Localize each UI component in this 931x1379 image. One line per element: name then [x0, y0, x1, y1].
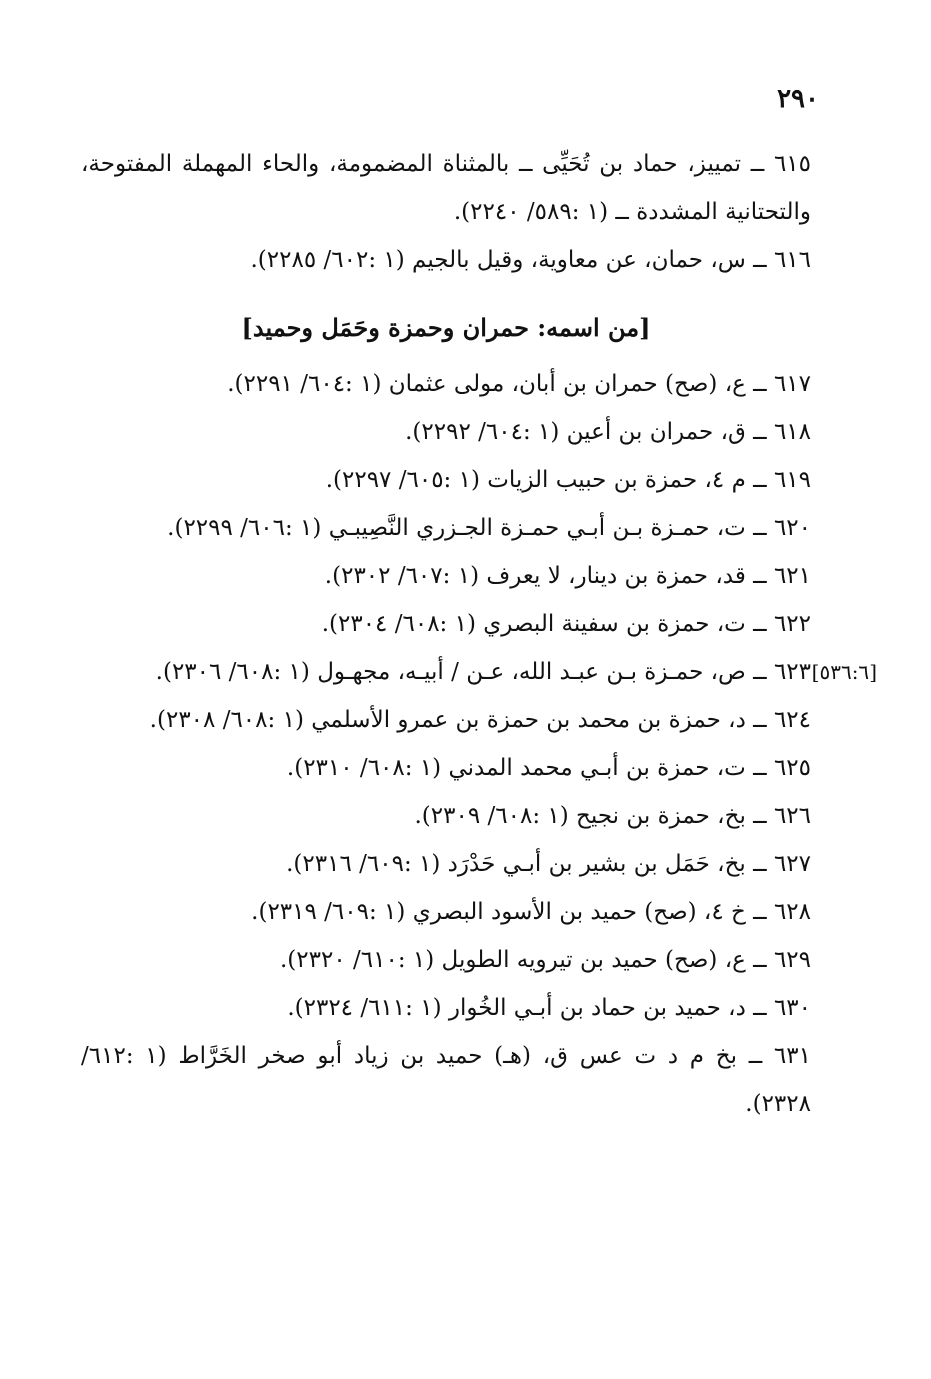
- text-body: [81, 140, 877, 1128]
- entry-623: ٦٢٣ ــ ص، حمـزة بـن عبـد الله، عـن / أبيـه، مجهـول (١ :٦٠٨/ ٢٣٠٦).: [155, 659, 811, 685]
- entry-623-wrapper: [81, 648, 877, 696]
- entry-617: ٦١٧ ــ ع، (صح) حمران بن أبان، مولى عثمان (١ :٦٠٤/ ٢٢٩١).: [227, 371, 811, 397]
- entry-621: ٦٢١ ــ قد، حمزة بن دينار، لا يعرف (١ :٦٠٧/ ٢٣٠٢).: [324, 563, 811, 589]
- entry-618: ٦١٨ ــ ق، حمران بن أعين (١ :٦٠٤/ ٢٢٩٢).: [405, 419, 811, 445]
- entry-622: ٦٢٢ ــ ت، حمزة بن سفينة البصري (١ :٦٠٨/ ٢٣٠٤).: [321, 611, 811, 637]
- section-heading: [من اسمه: حمران وحمزة وحَمَل وحميد]: [241, 313, 651, 342]
- entry-624: ٦٢٤ ــ د، حمزة بن محمد بن حمزة بن عمرو الأسلمي (١ :٦٠٨/ ٢٣٠٨).: [149, 707, 811, 733]
- page-number: ٢٩٠: [777, 84, 819, 114]
- entry-626: ٦٢٦ ــ بخ، حمزة بن نجيح (١ :٦٠٨/ ٢٣٠٩).: [414, 803, 811, 829]
- entry-625: ٦٢٥ ــ ت، حمزة بن أبـي محمد المدني (١ :٦٠٨/ ٢٣١٠).: [286, 755, 811, 781]
- entry-627: ٦٢٧ ــ بخ، حَمَل بن بشير بن أبـي حَدْرَد (١ :٦٠٩/ ٢٣١٦).: [286, 851, 811, 877]
- entry-629: ٦٢٩ ــ ع، (صح) حميد بن تيرويه الطويل (١ :٦١٠/ ٢٣٢٠).: [279, 947, 811, 973]
- entry-631: ٦٣١ ــ بخ م د ت عس ق، (هـ) حميد بن زياد أبو صخر الخَرَّاط (١ :٦١٢/ ٢٣٢٨).: [81, 1043, 811, 1117]
- entry-615: ٦١٥ ــ تمييز، حماد بن تُحَيِّى ــ بالمثناة المضمومة، والحاء المهملة المفتوحة، والتحتانية المشددة ــ (١ :٥٨٩/ ٢٢٤٠).: [81, 151, 811, 225]
- entry-616: ٦١٦ ــ س، حمان، عن معاوية، وقيل بالجيم (١ :٦٠٢/ ٢٢٨٥).: [250, 247, 811, 273]
- margin-volume-reference: [٥٣٦:٦]: [811, 660, 877, 684]
- entry-619: ٦١٩ ــ م ٤، حمزة بن حبيب الزيات (١ :٦٠٥/ ٢٢٩٧).: [325, 467, 811, 493]
- entry-630: ٦٣٠ ــ د، حميد بن حماد بن أبـي الخُوار (١ :٦١١/ ٢٣٢٤).: [287, 995, 811, 1021]
- entry-628: ٦٢٨ ــ خ ٤، (صح) حميد بن الأسود البصري (١ :٦٠٩/ ٢٣١٩).: [251, 899, 811, 925]
- entry-620: ٦٢٠ ــ ت، حمـزة بـن أبـي حمـزة الجـزري النَّصِيبـي (١ :٦٠٦/ ٢٢٩٩).: [167, 515, 811, 541]
